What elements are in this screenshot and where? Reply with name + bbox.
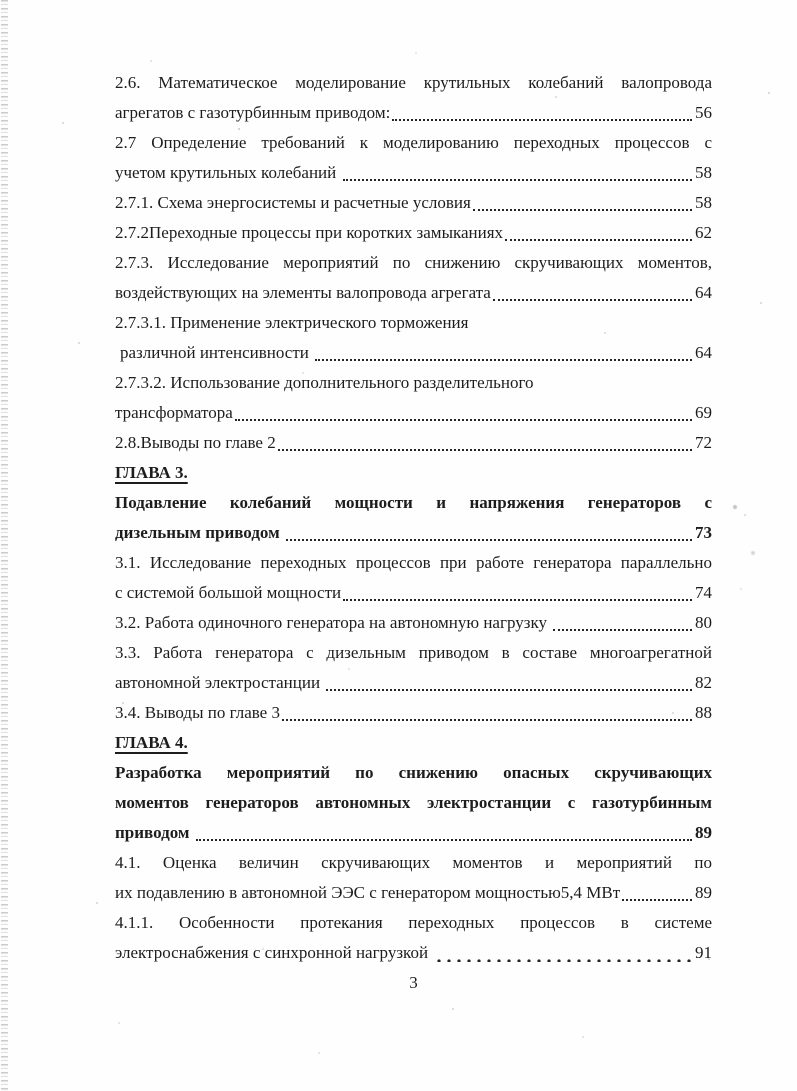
toc-entry-lastline [115,218,712,248]
dot-leader-icon [553,629,692,631]
chapter-heading: ГЛАВА 3. [115,463,188,482]
toc-entry-lastline [115,878,712,908]
toc-entry-line: 3.1. Исследование переходных процессов при работе генератора параллельно [115,553,712,572]
toc-entry [115,608,712,638]
toc-entry-text: учетом крутильных колебаний [115,163,341,182]
dot-leader-icon [343,179,693,181]
dot-leader-icon [326,689,692,691]
toc-page-number: 62 [695,223,712,242]
toc-entry-line: 2.7.3.2. Использование дополнительного разделительного [115,373,534,392]
toc-page-number: 82 [695,673,712,692]
page-content [115,68,712,998]
toc-page-number: 91 [695,943,712,962]
toc-entry-lastline [115,98,712,128]
toc-entry-text: автономной электростанции [115,673,325,692]
toc-entry-lastline [115,158,712,188]
toc-page-number: 80 [695,613,712,632]
toc-entry [115,638,712,698]
toc-entry-text: приводом [115,823,194,842]
toc-entry-lastline [115,278,712,308]
toc-page-number: 58 [695,163,712,182]
toc-entry-text: воздействующих на элементы валопровода агрегата [115,283,491,302]
dot-leader-icon [434,958,695,962]
toc-entry-lastline [115,578,712,608]
chapter-heading-row [115,458,712,488]
chapter-heading: ГЛАВА 4. [115,733,188,752]
toc-page-number: 56 [695,103,712,122]
toc-entry-text: электроснабжения с синхронной нагрузкой [115,943,433,962]
toc-page-number: 73 [695,523,712,542]
toc-entry-line: 4.1.1. Особенности протекания переходных процессов в системе [115,913,712,932]
toc-entry-text: 3.4. Выводы по главе 3 [115,703,280,722]
toc-page-number: 64 [695,343,712,362]
toc-entry-text: 2.7.1. Схема энергосистемы и расчетные условия [115,193,471,212]
toc-entry-text: агрегатов с газотурбинным приводом: [115,103,391,122]
dot-leader-icon [505,239,692,241]
dot-leader-icon [278,449,692,451]
toc-entry-line: 4.1. Оценка величин скручивающих моментов и мероприятий по [115,853,712,872]
dot-leader-icon [315,359,692,361]
toc-page-number: 72 [695,433,712,452]
toc-entry-lastline [115,698,712,728]
dot-leader-icon [286,539,692,541]
dot-leader-icon [392,119,692,121]
toc-entry-text: различной интенсивности [120,343,314,362]
dot-leader-icon [473,209,692,211]
toc-page-number: 58 [695,193,712,212]
toc-entry [115,848,712,908]
dot-leader-icon [282,719,692,721]
toc-page-number: 69 [695,403,712,422]
dot-leader-icon [493,299,692,301]
toc-entry [115,308,712,368]
toc-entry-line: 2.7.3.1. Применение электрического торможения [115,313,469,332]
toc-entry [115,548,712,608]
toc-page-number: 64 [695,283,712,302]
toc-entry-text: с системой большой мощности [115,583,342,602]
toc-entry-lastline [115,188,712,218]
toc-entry-lastline [115,428,712,458]
toc-entry-text: 3.2. Работа одиночного генератора на автономную нагрузку [115,613,552,632]
toc-entry [115,908,712,968]
toc-entry-text: 2.8.Выводы по главе 2 [115,433,276,452]
toc-entry-line: 2.6. Математическое моделирование крутильных колебаний валопровода [115,73,712,92]
toc-entry-line: 2.7.3. Исследование мероприятий по снижению скручивающих моментов, [115,253,712,272]
toc-entry [115,68,712,128]
dot-leader-icon [235,419,692,421]
toc-page-number: 89 [695,883,712,902]
toc-entry-text: дизельным приводом [115,523,284,542]
toc-entry-lastline [115,938,712,968]
toc-entry-lastline [115,398,712,428]
toc-page-number: 88 [695,703,712,722]
toc-entry [115,128,712,188]
chapter-heading-row [115,728,712,758]
toc-entry [115,488,712,548]
toc-entry [115,218,712,248]
toc-entry-lastline [115,668,712,698]
toc-entry-lastline [115,518,712,548]
dot-leader-icon [343,599,692,601]
toc-entry [115,368,712,428]
toc-entry [115,758,712,848]
toc-entry-lastline [115,338,712,368]
toc-entry-lastline [115,608,712,638]
toc-entry-text: трансформатора [115,403,233,422]
toc-entry-lastline [115,818,712,848]
toc-entry-line: Подавление колебаний мощности и напряжения генераторов с [115,493,712,512]
toc-entry [115,698,712,728]
scan-binding-edge-artifact [1,0,8,1091]
toc-page-number: 89 [695,823,712,842]
toc-entry [115,188,712,218]
dot-leader-icon [196,839,692,841]
toc-entry-text: их подавлению в автономной ЭЭС с генератором мощностью5,4 МВт [115,883,621,902]
toc-entry [115,248,712,308]
dot-leader-icon [622,899,692,901]
toc-entry [115,428,712,458]
toc-entry-line: 2.7 Определение требований к моделированию переходных процессов с [115,133,712,152]
toc-entry-text: 2.7.2Переходные процессы при коротких замыканиях [115,223,504,242]
scan-noise-speckles [0,0,2,2]
toc-entry-line: моментов генераторов автономных электростанции с газотурбинным [115,793,712,812]
toc-entry-line: Разработка мероприятий по снижению опасных скручивающих [115,763,712,782]
page-number: 3 [409,973,418,992]
table-of-contents [115,68,712,968]
toc-page-number: 74 [695,583,712,602]
toc-entry-line: 3.3. Работа генератора с дизельным приводом в составе многоагрегатной [115,643,712,662]
